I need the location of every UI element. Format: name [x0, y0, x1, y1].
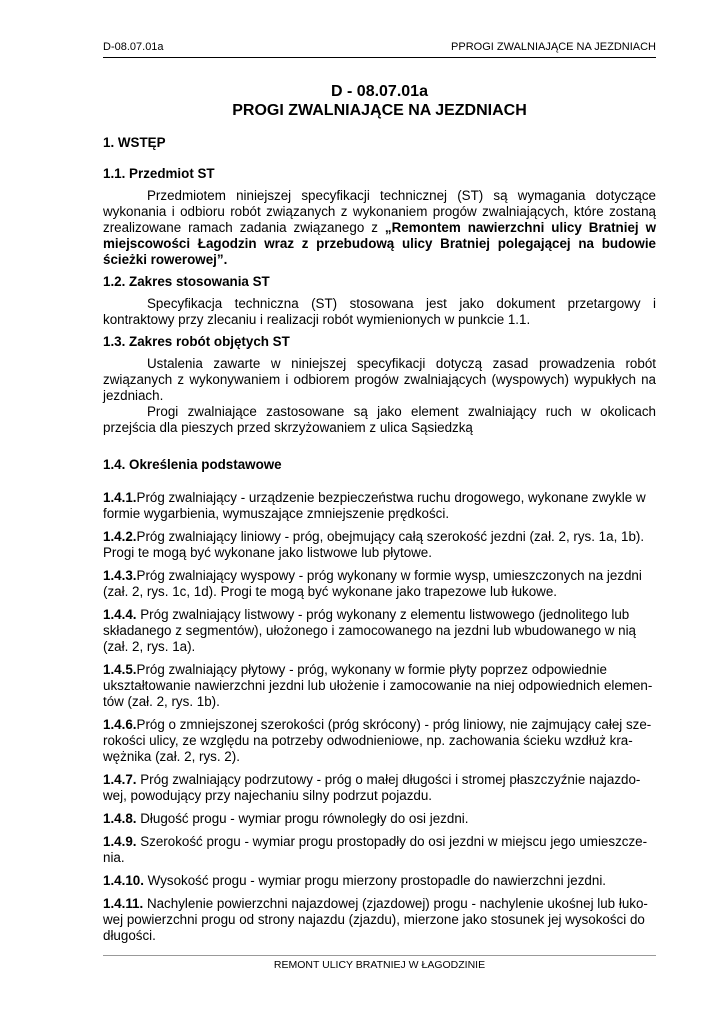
- definition-item: [103, 772, 656, 804]
- definition-text: Próg o zmniejszonej szerokości (próg skrócony) - próg liniowy, nie zajmujący całej sze-rokości ulicy, ze względu na potrzeby odwodnieniowe, np. zachowania ścieku wzdłuż kra-wężnika (zał. 2, rys. 2).: [103, 717, 652, 764]
- section-1-3-paragraph-1: Ustalenia zawarte w niniejszej specyfikacji dotyczą zasad prowadzenia robót związanych z wykonywaniem i odbiorem progów zwalniających (wyspowych) wypukłych na jezdniach.: [103, 356, 656, 403]
- section-1-1-text: Przedmiotem niniejszej specyfikacji technicznej (ST) są wymagania dotyczące wykonania i odbioru robót związanych z wykonaniem progów zwalniających, które zostaną zrealizowane ramach zadania związanego z: [103, 188, 656, 235]
- definition-number: 1.4.4.: [103, 607, 137, 622]
- definition-item: [103, 529, 656, 561]
- definition-number: 1.4.10.: [103, 873, 144, 888]
- definition-item: [103, 662, 656, 710]
- section-heading-1-2: 1.2. Zakres stosowania ST: [103, 274, 270, 289]
- definition-item: [103, 811, 656, 827]
- footer-text: REMONT ULICY BRATNIEJ W ŁAGODZINIE: [273, 959, 486, 971]
- definition-number: 1.4.3.: [103, 568, 137, 583]
- section-heading-1-3: 1.3. Zakres robót objętych ST: [103, 334, 290, 349]
- definition-item: [103, 873, 656, 889]
- definition-text: Szerokość progu - wymiar progu prostopadły do osi jezdni w miejscu jego umieszcze-nia.: [103, 834, 648, 865]
- definition-text: Długość progu - wymiar progu równoległy do osi jezdni.: [136, 811, 469, 826]
- definition-number: 1.4.11.: [103, 896, 144, 911]
- document-body: [103, 82, 656, 944]
- definition-text: Próg zwalniający - urządzenie bezpieczeństwa ruchu drogowego, wykonane zwykle w formie wygarbienia, wymuszające zmniejszenie prędkości.: [103, 490, 646, 521]
- definition-number: 1.4.9.: [103, 834, 137, 849]
- header-document-title: PPROGI ZWALNIAJĄCE NA JEZDNIACH: [451, 41, 656, 53]
- section-heading-1: 1. WSTĘP: [103, 135, 166, 150]
- definition-text: Próg zwalniający płytowy - próg, wykonany w formie płyty poprzez odpowiednie ukształtowanie nawierzchni jezdni lub ułożenie i zamocowanie na niej odpowiednich elemen-tów (zał. 2, rys. 1b).: [103, 662, 653, 709]
- definition-text: Próg zwalniający podrzutowy - próg o małej długości i stromej płaszczyźnie najazdo-wej, powodujący przy najechaniu silny podrzut pojazdu.: [103, 772, 641, 803]
- definition-number: 1.4.5.: [103, 662, 137, 677]
- document-title: PROGI ZWALNIAJĄCE NA JEZDNIACH: [232, 102, 527, 119]
- definition-text: Próg zwalniający wyspowy - próg wykonany w formie wysp, umieszczonych na jezdni (zał. 2, rys. 1c, 1d). Progi te mogą być wykonane jako trapezowe lub łukowe.: [103, 568, 642, 599]
- definition-number: 1.4.6.: [103, 717, 137, 732]
- definition-text: Próg zwalniający liniowy - próg, obejmujący całą szerokość jezdni (zał. 2, rys. 1a, 1b). Progi te mogą być wykonane jako listwowe lub płytowe.: [103, 529, 645, 560]
- section-1-1-paragraph: [103, 188, 656, 268]
- definition-item: [103, 717, 656, 765]
- definition-text: Nachylenie powierzchni najazdowej (zjazdowej) progu - nachylenie ukośnej lub łuko-wej powierzchni progu od strony najazdu (zjazdu), mierzone jako stosunek jej wysokości do długości.: [103, 896, 648, 943]
- section-1-3-paragraph-2: Progi zwalniające zastosowane są jako element zwalniający ruch w okolicach przejścia dla pieszych przed skrzyżowaniem z ulica Sąsiedzką: [103, 404, 656, 435]
- section-heading-1-1: 1.1. Przedmiot ST: [103, 166, 215, 181]
- document-code: D - 08.07.01a: [331, 83, 428, 100]
- section-heading-1-4: 1.4. Określenia podstawowe: [103, 457, 282, 472]
- definition-number: 1.4.7.: [103, 772, 137, 787]
- section-1-1-project-name: „Remontem nawierzchni ulicy Bratniej w miejscowości Łagodzin wraz z przebudową ulicy Bratniej polegającej na budowie ścieżki rowerowej”.: [103, 220, 656, 267]
- definition-text: Próg zwalniający listwowy - próg wykonany z elementu listwowego (jednolitego lub składanego z segmentów), ułożonego i zamocowanego na jezdni lub wbudowanego w nią (zał. 2, rys. 1a).: [103, 607, 636, 654]
- definition-item: [103, 490, 656, 522]
- section-1-2-paragraph: Specyfikacja techniczna (ST) stosowana jest jako dokument przetargowy i kontraktowy przy zlecaniu i realizacji robót wymienionych w punkcie 1.1.: [103, 296, 656, 327]
- definition-number: 1.4.8.: [103, 811, 137, 826]
- header-divider: [103, 57, 656, 58]
- definition-number: 1.4.2.: [103, 529, 137, 544]
- definition-item: [103, 896, 656, 944]
- header-document-code: D-08.07.01a: [103, 41, 164, 53]
- definition-item: [103, 568, 656, 600]
- definition-item: [103, 607, 656, 655]
- footer-divider: [103, 955, 656, 956]
- definitions-list: [103, 490, 656, 944]
- definition-text: Wysokość progu - wymiar progu mierzony prostopadle do nawierzchni jezdni.: [143, 873, 607, 888]
- definition-item: [103, 834, 656, 866]
- definition-number: 1.4.1.: [103, 490, 137, 505]
